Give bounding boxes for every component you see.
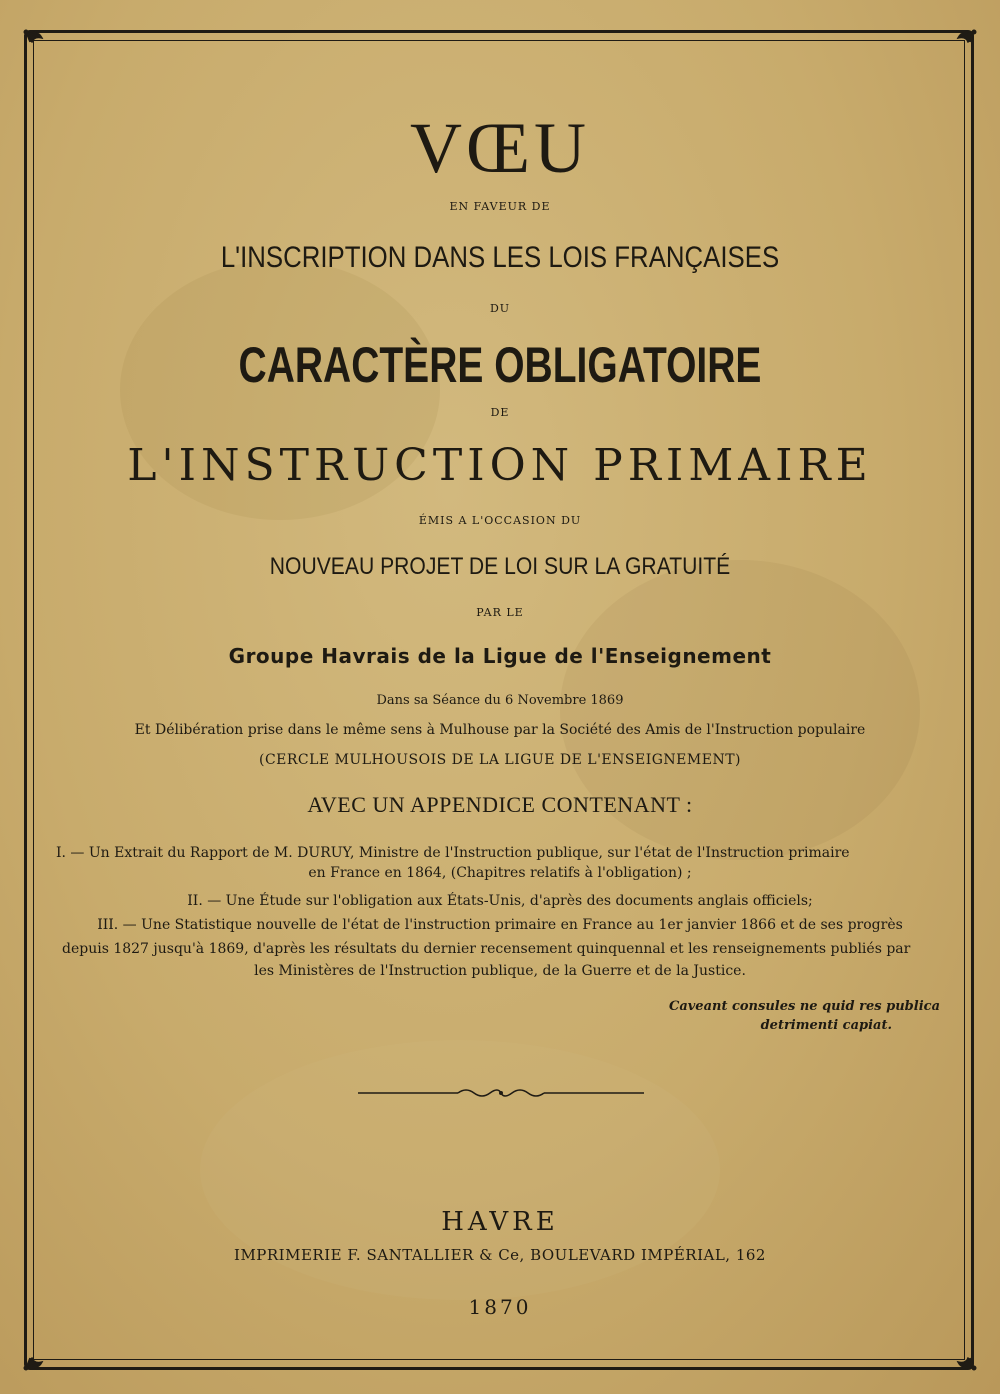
heading-nouveau-projet: NOUVEAU PROJET DE LOI SUR LA GRATUITÉ xyxy=(269,553,731,580)
connector-du: DU xyxy=(489,302,511,315)
appendix-item-1-cont: en France en 1864, (Chapitres relatifs à l'obligation) ; xyxy=(308,865,692,881)
imprint-printer: IMPRIMERIE F. SANTALLIER & Ce, BOULEVARD IMPÉRIAL, 162 xyxy=(234,1246,766,1264)
connector-en-faveur: EN FAVEUR DE xyxy=(449,200,551,213)
seance-line: Dans sa Séance du 6 Novembre 1869 xyxy=(376,693,624,708)
document-title: VŒU xyxy=(409,108,590,188)
appendix-item-1: I. — Un Extrait du Rapport de M. DURUY, Ministre de l'Instruction publique, sur l'état de l'Instruction primaire xyxy=(56,845,850,861)
deliberation-line: Et Délibération prise dans le même sens à Mulhouse par la Société des Amis de l'Instruction populaire xyxy=(134,722,866,738)
connector-emis: ÉMIS A L'OCCASION DU xyxy=(418,514,582,527)
corner-ornament-icon xyxy=(948,28,978,58)
heading-instruction: L'INSTRUCTION PRIMAIRE xyxy=(127,440,873,491)
motto-line-2: detrimenti capiat. xyxy=(760,1018,892,1033)
corner-ornament-icon xyxy=(948,1342,978,1372)
cercle-line: (CERCLE MULHOUSOIS DE LA LIGUE DE L'ENSEIGNEMENT) xyxy=(258,752,741,768)
imprint-city: HAVRE xyxy=(441,1207,559,1237)
heading-caractere: CARACTÈRE OBLIGATOIRE xyxy=(238,337,762,393)
corner-ornament-icon xyxy=(22,1342,52,1372)
appendix-item-2: II. — Une Étude sur l'obligation aux États-Unis, d'après des documents anglais officiels; xyxy=(187,893,813,909)
connector-par: PAR LE xyxy=(476,606,524,619)
divider-ornament-icon xyxy=(358,1084,644,1102)
heading-groupe: Groupe Havrais de la Ligue de l'Enseignement xyxy=(228,644,772,668)
motto-line-1: Caveant consules ne quid res publica xyxy=(668,999,940,1014)
appendix-item-3-end: les Ministères de l'Instruction publique, de la Guerre et de la Justice. xyxy=(254,963,746,979)
connector-de: DE xyxy=(490,406,510,419)
appendix-item-3-cont: depuis 1827 jusqu'à 1869, d'après les résultats du dernier recensement quinquennal et les renseignements publiés par xyxy=(62,941,911,957)
appendix-item-3: III. — Une Statistique nouvelle de l'état de l'instruction primaire en France au 1er janvier 1866 et de ses progrès xyxy=(97,917,903,933)
imprint-year: 1870 xyxy=(468,1295,532,1319)
corner-ornament-icon xyxy=(22,28,52,58)
appendix-heading: AVEC UN APPENDICE CONTENANT : xyxy=(307,792,693,817)
heading-inscription: L'INSCRIPTION DANS LES LOIS FRANÇAISES xyxy=(220,241,780,274)
